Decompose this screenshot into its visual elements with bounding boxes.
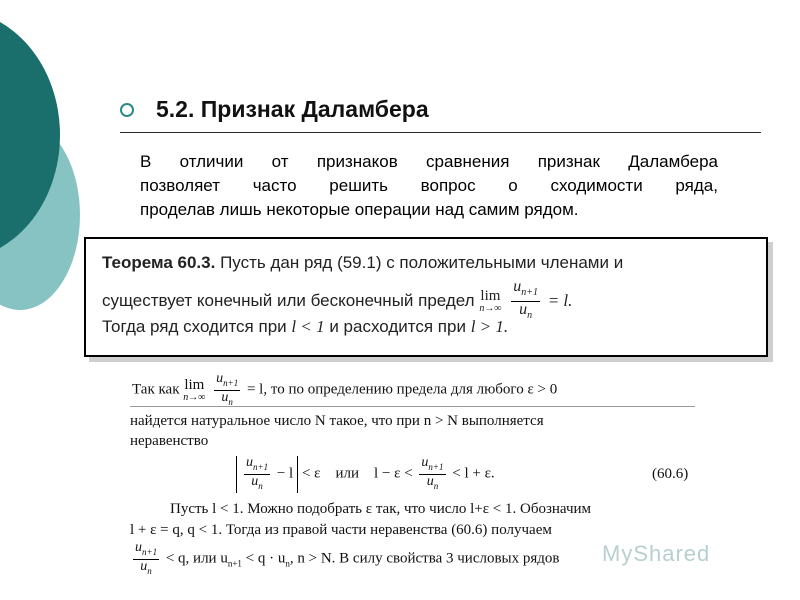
equation-number: (60.6): [652, 466, 689, 482]
slide-title-row: [120, 96, 429, 123]
theorem-heading: Теорема 60.3.: [102, 253, 216, 272]
scan-separator: [130, 406, 695, 407]
intro-paragraph: [140, 150, 718, 222]
theorem-line-1: [102, 253, 623, 273]
ratio-fraction: $\frac{u_{n+1}}{u_n}$: [513, 278, 538, 322]
proof-line-3: неравенство: [130, 433, 209, 449]
theorem-box: [84, 237, 768, 357]
proof-line-2: найдется натуральное число N такое, что при n > N выполняется: [130, 413, 544, 429]
proof-line-6: $\frac{u_{n+1}}{u_n}$ < q, или $u_{n+1} < q \cdot u_n$, n > N. В силу свойства 3 числовых рядов: [135, 540, 560, 576]
title-divider: [120, 132, 761, 133]
watermark: MyShared: [602, 541, 711, 566]
proof-line-1: Так как lim n→∞ $\frac{u_{n+1}}{u_n}$ = l, то по определению предела для любого ε > 0: [132, 371, 558, 407]
intro-line: проделав лишь некоторые операции над самим рядом.: [140, 200, 579, 219]
theorem-line-3: [102, 317, 508, 337]
intro-line: В отличии от признаков сравнения признак Даламбера: [140, 152, 718, 171]
slide-title: 5.2. Признак Даламбера: [156, 96, 429, 122]
proof-line-4: Пусть l < 1. Можно подобрать ε так, что число l+ε < 1. Обозначим: [170, 501, 592, 517]
intro-line: позволяет часто решить вопрос о сходимости ряда,: [140, 176, 718, 195]
proof-line-5: l + ε = q, q < 1. Тогда из правой части неравенства (60.6) получаем: [130, 522, 552, 538]
theorem-line-3-text-b: и расходится при: [329, 317, 466, 336]
limit-operator: lim n→∞: [479, 288, 502, 315]
bullet-ring-icon: [120, 103, 134, 117]
theorem-line-2-text: существует конечный или бесконечный предел: [102, 291, 475, 311]
limit-value: = l.: [547, 291, 573, 311]
convergence-condition: l < 1: [291, 317, 325, 336]
divergence-condition: l > 1.: [470, 317, 509, 336]
inequality-60-6: $\frac{u_{n+1}}{u_n}$ − l < ε или l − ε < $\frac{u_{n+1}}{u_n}$ < l + ε.: [236, 456, 495, 493]
theorem-line-1-text: Пусть дан ряд (59.1) с положительными членами и: [220, 253, 624, 272]
theorem-line-3-text: Тогда ряд сходится при: [102, 317, 287, 336]
